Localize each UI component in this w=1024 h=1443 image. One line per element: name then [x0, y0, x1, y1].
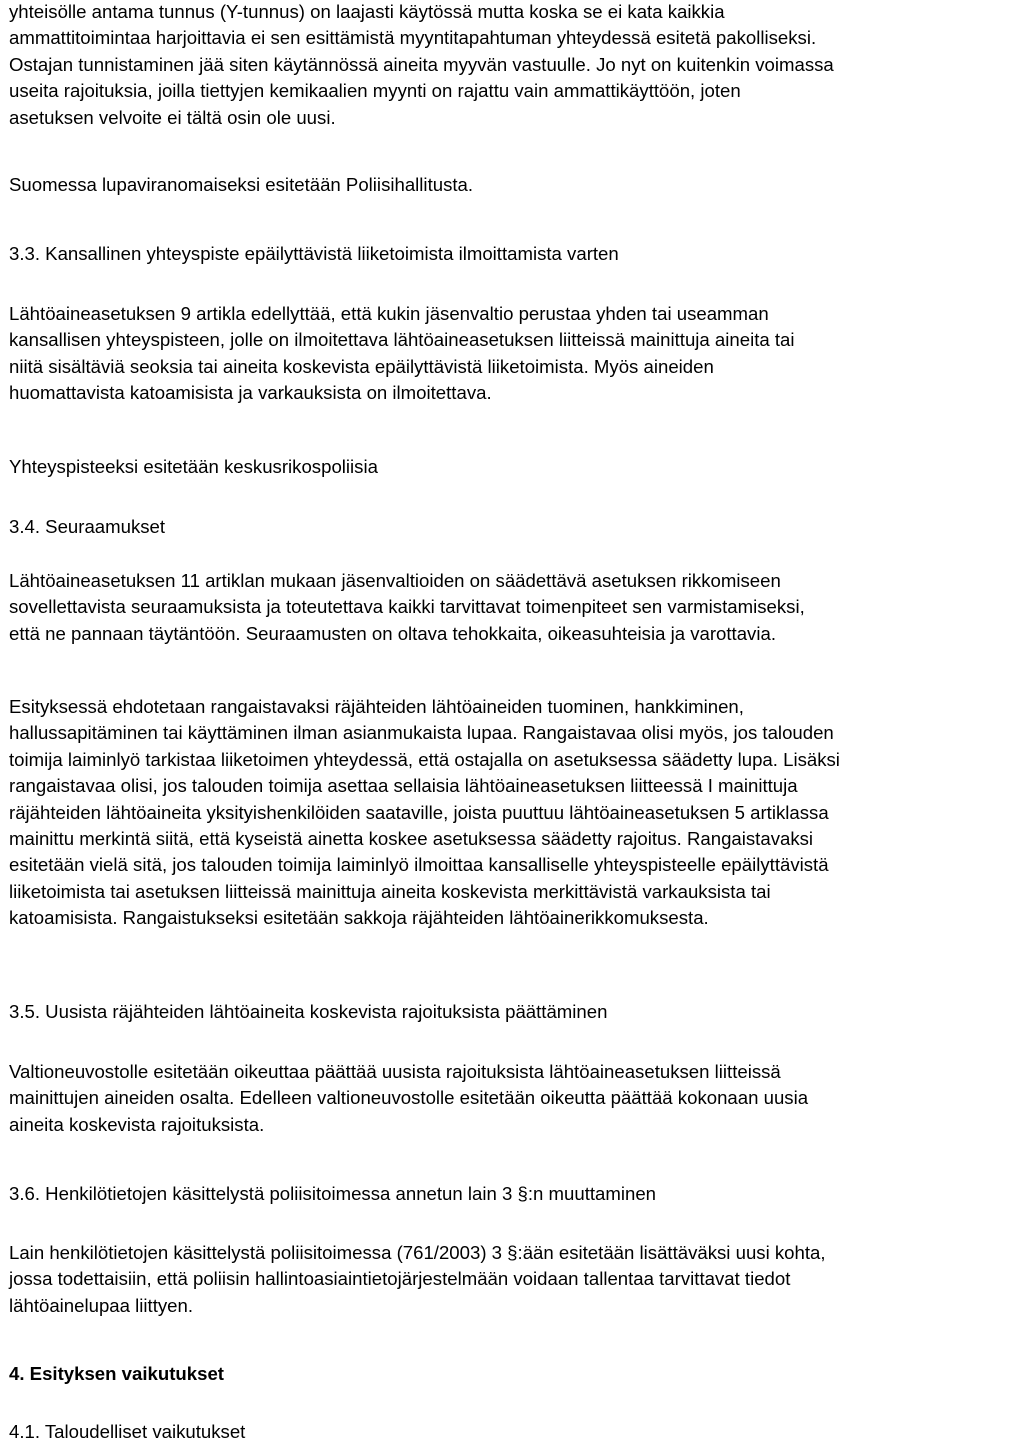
- text-line: Lain henkilötietojen käsittelystä poliisitoimessa (761/2003) 3 §:ään esitetään lisättäväksi uusi kohta,: [9, 1242, 826, 1263]
- text-line: jossa todettaisiin, että poliisin hallintoasiaintietojärjestelmään voidaan tallentaa tarvittavat tiedot: [9, 1268, 791, 1290]
- section-heading-4: [9, 1361, 224, 1387]
- section-heading-4-1: [9, 1419, 245, 1443]
- text-line: katoamisista. Rangaistukseksi esitetään sakkoja räjähteiden lähtöainerikkomuksesta.: [9, 907, 709, 929]
- section-heading-3-5: [9, 999, 607, 1025]
- paragraph-contact-point-requirement: [9, 301, 795, 407]
- text-line: sovellettavista seuraamuksista ja toteutettava kaikki tarvittavat toimenpiteet sen varmistamiseksi,: [9, 596, 805, 618]
- text-line: kansallisen yhteyspisteen, jolle on ilmoitettava lähtöaineasetuksen liitteissä mainittuja aineita tai: [9, 329, 795, 351]
- paragraph-licensing-authority: [9, 172, 473, 198]
- paragraph-contact-point: [9, 454, 378, 480]
- text-line: että ne pannaan täytäntöön. Seuraamusten on oltava tehokkaita, oikeasuhteisia ja varottavia.: [9, 622, 776, 644]
- paragraph-proposed-penalties: [9, 694, 840, 932]
- paragraph-government-authority: [9, 1059, 808, 1138]
- text-line: Yhteyspisteeksi esitetään keskusrikospoliisia: [9, 456, 378, 477]
- text-line: yhteisölle antama tunnus (Y-tunnus) on laajasti käytössä mutta koska se ei kata kaikkia: [9, 1, 725, 22]
- heading-text: 3.6. Henkilötietojen käsittelystä poliisitoimessa annetun lain 3 §:n muuttaminen: [9, 1183, 657, 1204]
- heading-text: 4. Esityksen vaikutukset: [9, 1363, 224, 1384]
- text-line: niitä sisältäviä seoksia tai aineita koskevista epäilyttävistä liiketoimista. Myös aineiden: [9, 355, 714, 377]
- text-line: räjähteiden lähtöaineita yksityishenkilöiden saataville, joista puuttuu lähtöaineasetuksen 5 artiklassa: [9, 801, 829, 823]
- text-line: useita rajoituksia, joilla tiettyjen kemikaalien myynti on rajattu vain ammattikäyttöön, joten: [9, 80, 741, 102]
- text-line: toimija laiminlyö tarkistaa liiketoimen yhteydessä, että ostajalla on asetuksessa säädetty lupa. Lisäksi: [9, 748, 840, 770]
- text-line: mainittu merkintä siitä, että kyseistä ainetta koskee asetuksessa säädetty rajoitus. Rangaistavaksi: [9, 828, 814, 850]
- text-line: Lähtöaineasetuksen 11 artiklan mukaan jäsenvaltioiden on säädettävä asetuksen rikkomiseen: [9, 570, 781, 591]
- text-line: Lähtöaineasetuksen 9 artikla edellyttää, että kukin jäsenvaltio perustaa yhden tai useamman: [9, 303, 769, 324]
- text-line: Esityksessä ehdotetaan rangaistavaksi räjähteiden lähtöaineiden tuominen, hankkiminen,: [9, 696, 744, 717]
- text-line: lähtöainelupaa liittyen.: [9, 1294, 194, 1316]
- paragraph-personal-data-law: [9, 1240, 826, 1319]
- text-line: asetuksen velvoite ei tältä osin ole uusi.: [9, 106, 336, 128]
- text-line: ammattitoimintaa harjoittavia ei sen esittämistä myyntitapahtuman yhteydessä esitetä pakolliseksi.: [9, 27, 817, 49]
- text-line: esitetään vielä sitä, jos talouden toimija laiminlyö ilmoittaa kansalliselle yhteyspisteelle epäilyttävistä: [9, 854, 829, 876]
- section-heading-3-6: [9, 1181, 656, 1207]
- text-line: liiketoimista tai asetuksen liitteissä mainittuja aineita koskevista merkittävistä varkauksista tai: [9, 880, 771, 902]
- paragraph-penalties-article: [9, 568, 805, 647]
- text-line: aineita koskevista rajoituksista.: [9, 1113, 265, 1135]
- heading-text: 3.4. Seuraamukset: [9, 516, 166, 537]
- text-line: Valtioneuvostolle esitetään oikeuttaa päättää uusista rajoituksista lähtöaineasetuksen liitteissä: [9, 1061, 781, 1082]
- heading-text: 3.3. Kansallinen yhteyspiste epäilyttävistä liiketoimista ilmoittamista varten: [9, 243, 619, 264]
- heading-text: 4.1. Taloudelliset vaikutukset: [9, 1421, 246, 1442]
- paragraph-buyer-identification: [9, 0, 834, 131]
- text-line: hallussapitäminen tai käyttäminen ilman asianmukaista lupaa. Rangaistavaa olisi myös, jos talouden: [9, 722, 834, 744]
- text-line: Suomessa lupaviranomaiseksi esitetään Poliisihallitusta.: [9, 174, 474, 195]
- heading-text: 3.5. Uusista räjähteiden lähtöaineita koskevista rajoituksista päättäminen: [9, 1001, 608, 1022]
- text-line: huomattavista katoamisista ja varkauksista on ilmoitettava.: [9, 382, 492, 404]
- text-line: Ostajan tunnistaminen jää siten käytännössä aineita myyvän vastuulle. Jo nyt on kuitenkin voimassa: [9, 53, 834, 75]
- section-heading-3-3: [9, 241, 619, 267]
- section-heading-3-4: [9, 514, 165, 540]
- text-line: mainittujen aineiden osalta. Edelleen valtioneuvostolle esitetään oikeutta päättää kokonaan uusia: [9, 1087, 809, 1109]
- text-line: rangaistavaa olisi, jos talouden toimija asettaa sellaisia lähtöaineasetuksen liitteessä I mainittuja: [9, 775, 798, 797]
